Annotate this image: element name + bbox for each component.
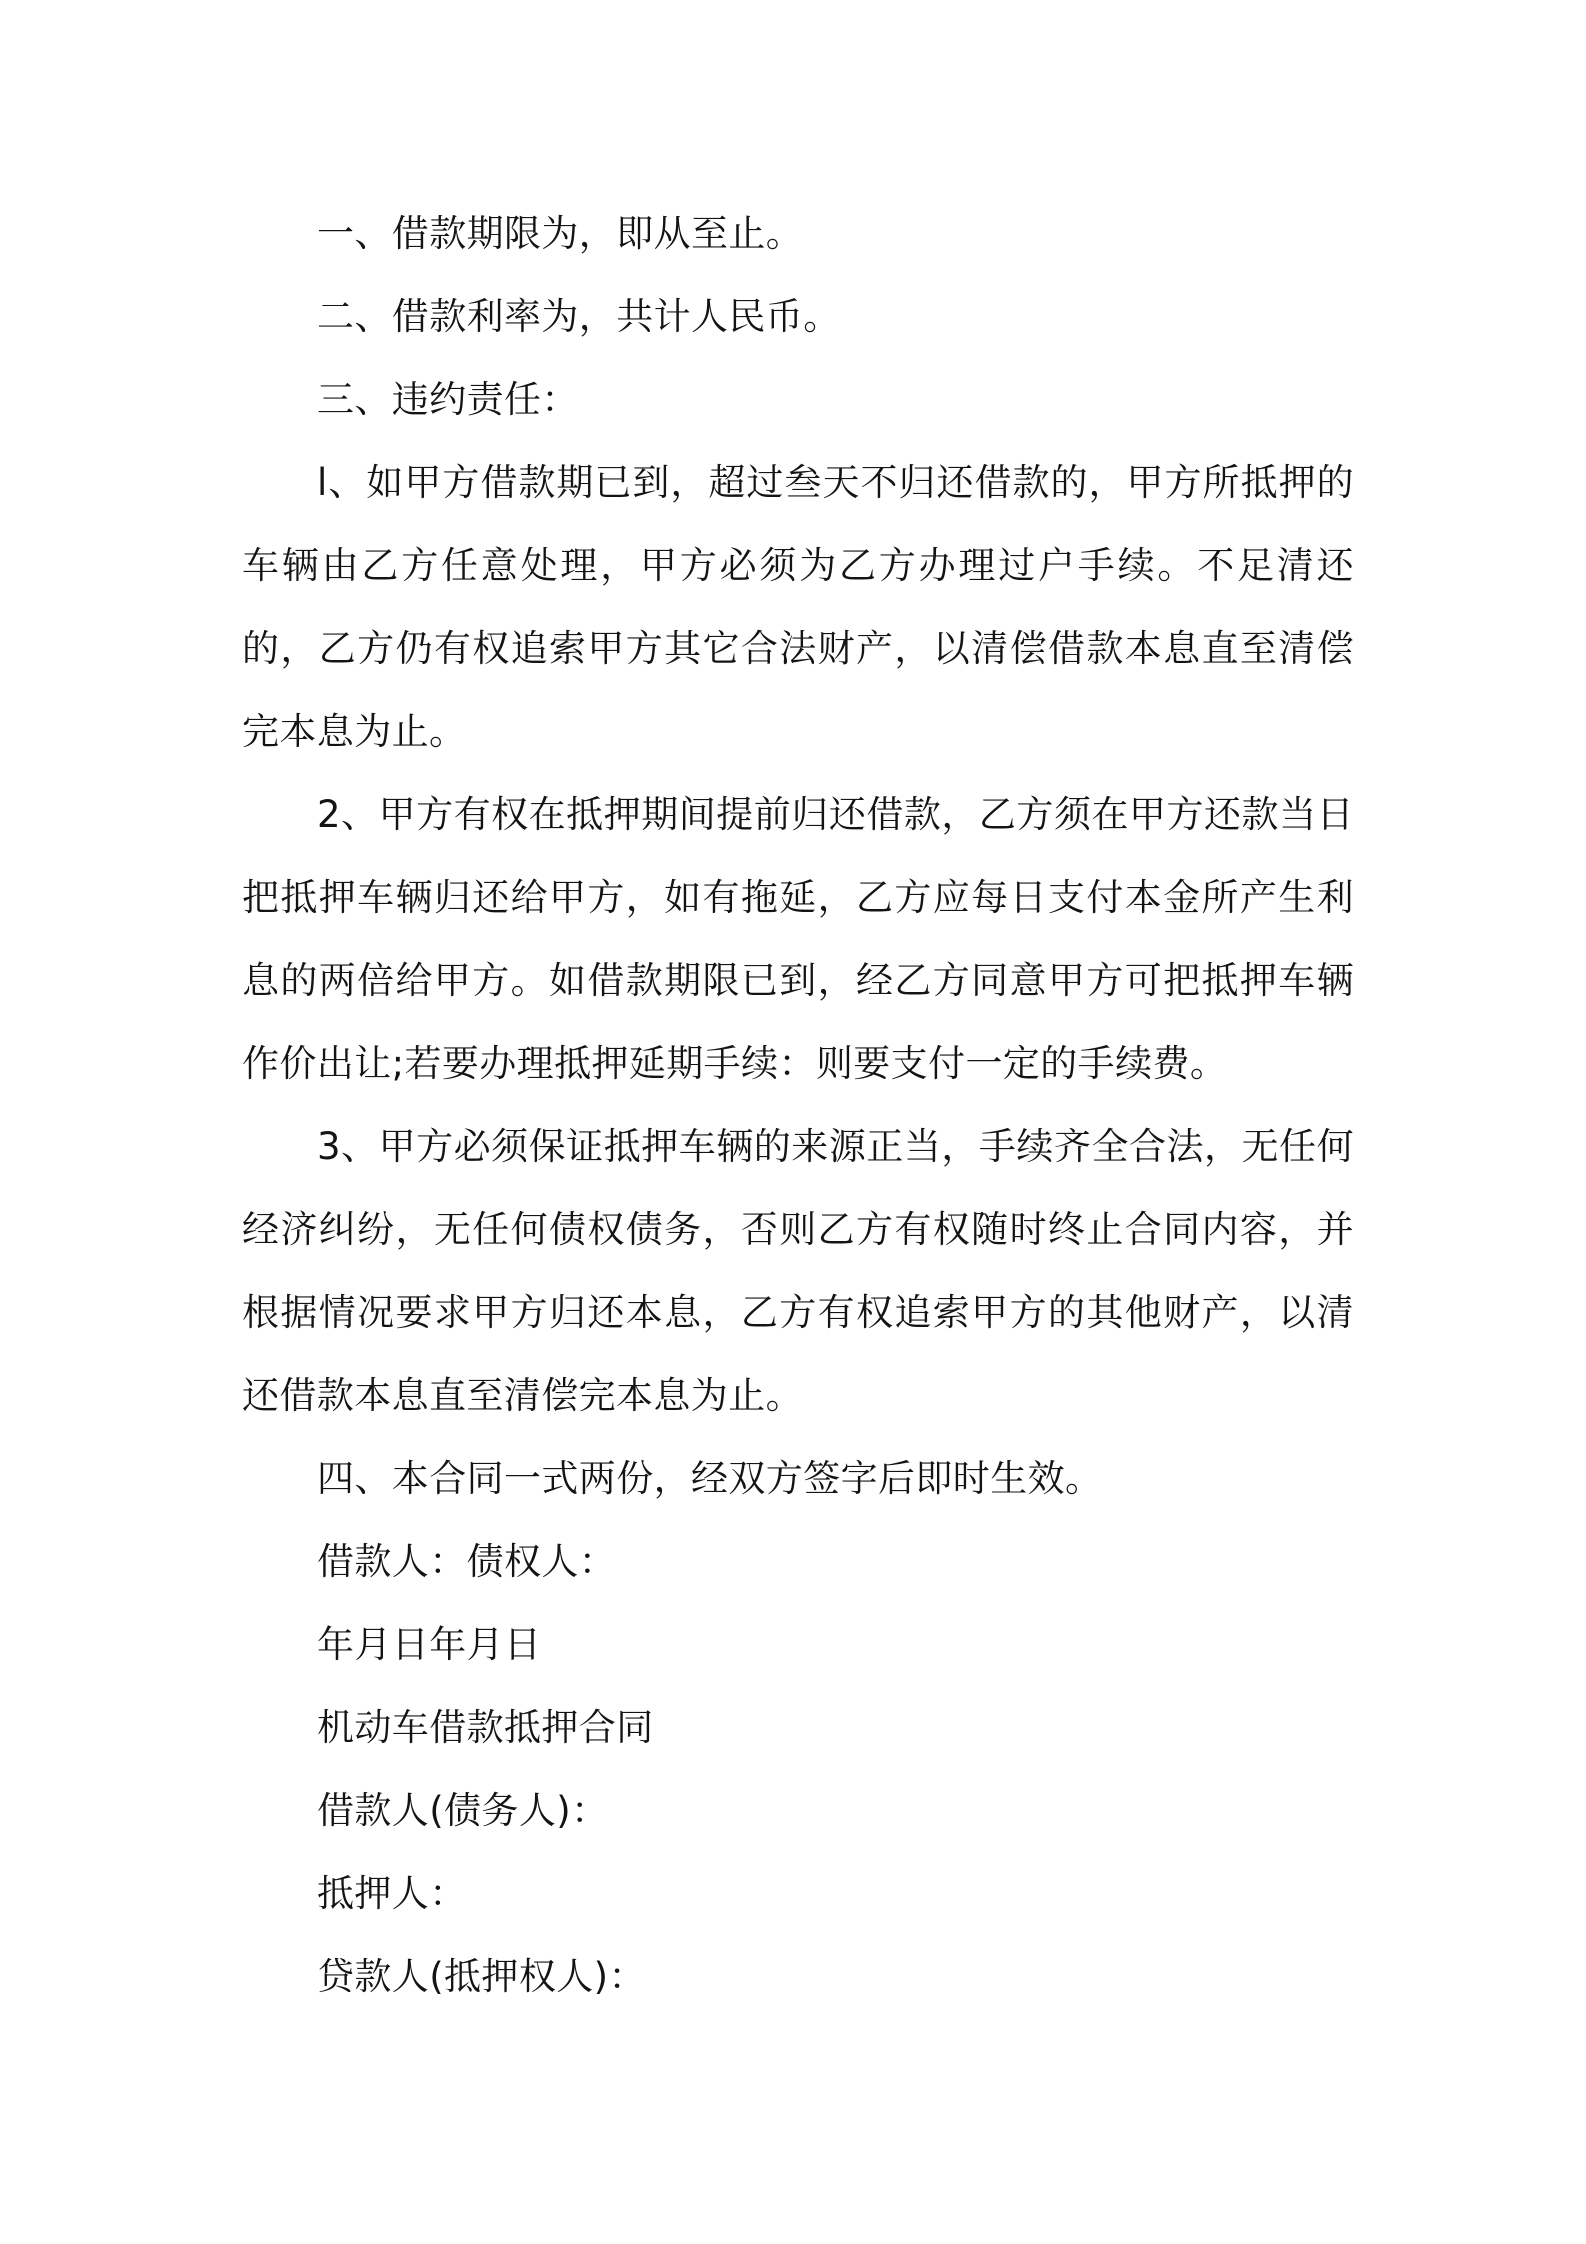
document-body bbox=[242, 192, 1354, 2018]
clause-effectiveness: 四、本合同一式两份，经双方签字后即时生效。 bbox=[317, 1457, 1103, 1500]
lender-field: 贷款人(抵押权人)： bbox=[317, 1955, 646, 1998]
clause-liability-item-2: 2、甲方有权在抵押期间提前归还借款，乙方须在甲方还款当日把抵押车辆归还给甲方，如有拖延，乙方应每日支付本金所产生利息的两倍给甲方。如借款期限已到，经乙方同意甲方可把抵押车辆作价出让;若要办理抵押延期手续：则要支付一定的手续费。 bbox=[242, 793, 1354, 1085]
clause-liability-item-3: 3、甲方必须保证抵押车辆的来源正当，手续齐全合法，无任何经济纠纷，无任何债权债务，否则乙方有权随时终止合同内容，并根据情况要求甲方归还本息，乙方有权追索甲方的其他财产，以清还借款本息直至清偿完本息为止。 bbox=[242, 1125, 1354, 1417]
contract-title: 机动车借款抵押合同 bbox=[317, 1706, 654, 1749]
clause-loan-term: 一、借款期限为，即从至止。 bbox=[317, 212, 804, 255]
signature-parties: 借款人：债权人： bbox=[317, 1540, 617, 1583]
mortgagor-field: 抵押人： bbox=[317, 1872, 467, 1915]
clause-liability-item-1: l、如甲方借款期已到，超过叁天不归还借款的，甲方所抵押的车辆由乙方任意处理，甲方必须为乙方办理过户手续。不足清还的，乙方仍有权追索甲方其它合法财产，以清偿借款本息直至清偿完本息为止。 bbox=[242, 461, 1354, 753]
clause-interest-rate: 二、借款利率为，共计人民币。 bbox=[317, 295, 841, 338]
clause-liability-heading: 三、违约责任： bbox=[317, 378, 579, 421]
signature-dates: 年月日年月日 bbox=[317, 1623, 542, 1666]
borrower-field: 借款人(债务人)： bbox=[317, 1789, 609, 1832]
